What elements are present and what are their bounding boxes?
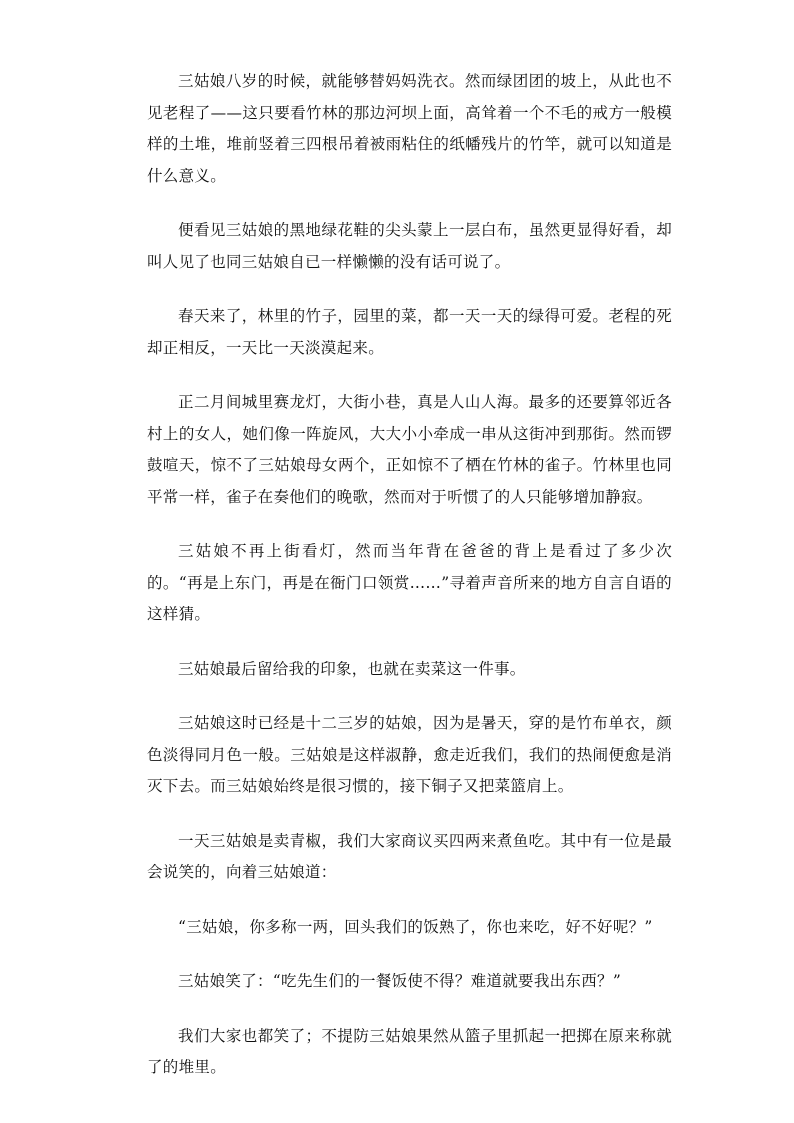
- paragraph-1: 三姑娘八岁的时候，就能够替妈妈洗衣。然而绿团团的坡上，从此也不见老程了——这只要看竹林的那边河坝上面，高耸着一个不毛的戒方一般模样的土堆，堆前竖着三四根吊着被雨粘住的纸幡残片的竹竿，就可以知道是什么意义。: [147, 72, 672, 185]
- paragraph-8: 一天三姑娘是卖青椒，我们大家商议买四两来煮鱼吃。其中有一位是最会说笑的，向着三姑娘道：: [147, 831, 672, 881]
- paragraph-7: 三姑娘这时已经是十二三岁的姑娘，因为是暑天，穿的是竹布单衣，颜色淡得同月色一般。三姑娘是这样淑静，愈走近我们，我们的热闹便愈是消灭下去。而三姑娘始终是很习惯的，接下铜子又把菜篮肩上。: [147, 714, 672, 795]
- paragraph-2: 便看见三姑娘的黑地绿花鞋的尖头蒙上一层白布，虽然更显得好看，却叫人见了也同三姑娘自已一样懒懒的没有话可说了。: [147, 221, 672, 271]
- paragraph-3: 春天来了，林里的竹子，园里的菜，都一天一天的绿得可爱。老程的死却正相反，一天比一天淡漠起来。: [147, 307, 672, 357]
- paragraph-5: 三姑娘不再上街看灯，然而当年背在爸爸的背上是看过了多少次的。“再是上东门，再是在衙门口领赏……”寻着声音所来的地方自言自语的这样猜。: [147, 542, 672, 623]
- paragraph-4: 正二月间城里赛龙灯，大街小巷，真是人山人海。最多的还要算邻近各村上的女人，她们像一阵旋风，大大小小牵成一串从这街冲到那街。然而锣鼓喧天，惊不了三姑娘母女两个，正如惊不了栖在竹林的雀子。竹林里也同平常一样，雀子在奏他们的晚歌，然而对于听惯了的人只能够增加静寂。: [147, 393, 672, 506]
- paragraph-6: 三姑娘最后留给我的印象，也就在卖菜这一件事。: [178, 659, 526, 678]
- paragraph-9: “三姑娘，你多称一两，回头我们的饭熟了，你也来吃，好不好呢？”: [178, 917, 653, 936]
- paragraph-11: 我们大家也都笑了；不提防三姑娘果然从篮子里抓起一把掷在原来称就了的堆里。: [147, 1026, 672, 1076]
- paragraph-10: 三姑娘笑了：“吃先生们的一餐饭使不得？难道就要我出东西？”: [178, 972, 622, 990]
- document-body: [147, 66, 672, 1107]
